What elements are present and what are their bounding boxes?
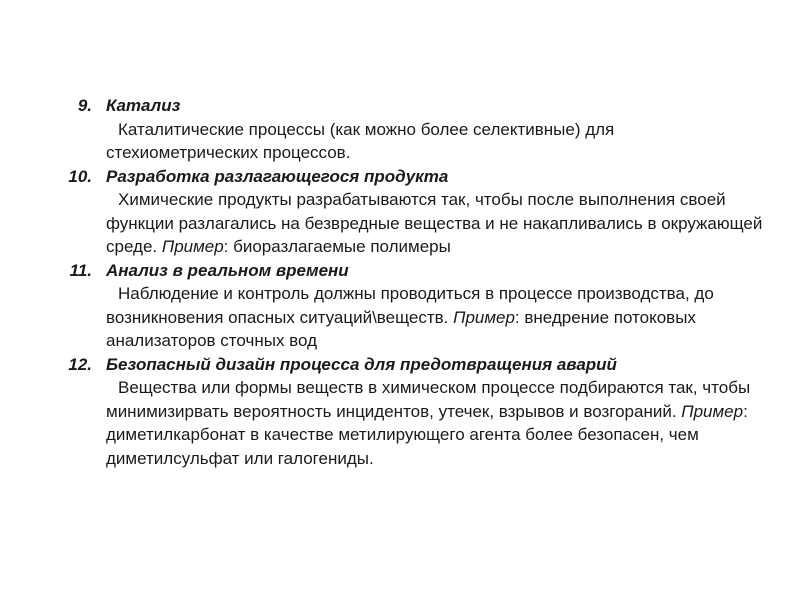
example-text: : диметилкарбонат в качестве метилирующего агента более безопасен, чем диметилсульфат или галогениды. — [106, 401, 748, 468]
list-item — [48, 259, 768, 353]
example-text: : биоразлагаемые полимеры — [223, 237, 451, 256]
item-text: Наблюдение и контроль должны проводиться в процессе производства, до возникновения опасных ситуаций\веществ. — [106, 284, 714, 327]
list-item — [48, 94, 768, 165]
item-body — [106, 118, 768, 165]
item-number: 9. — [77, 96, 92, 115]
item-title: Анализ в реальном времени — [106, 260, 349, 280]
example-label: Пример — [453, 307, 515, 327]
list-item — [48, 353, 768, 471]
item-text: Каталитические процессы (как можно более селективные) для стехиометрических процессов. — [106, 119, 615, 162]
item-number: 10. — [68, 166, 92, 186]
item-title: Разработка разлагающегося продукта — [106, 166, 449, 186]
item-number: 12. — [68, 354, 92, 374]
item-body — [106, 282, 768, 353]
item-body — [106, 188, 768, 259]
item-title: Безопасный дизайн процесса для предотвращения аварий — [106, 354, 617, 374]
item-text: Химические продукты разрабатываются так, чтобы после выполнения своей функции разлагались на безвредные вещества и не накапливались в окружающей среде. — [106, 190, 763, 256]
example-label: Пример — [681, 401, 744, 421]
item-text: Вещества или формы веществ в химическом процессе подбираются так, чтобы минимизирвать вероятность инцидентов, утечек, взрывов и возгораний. — [106, 378, 751, 421]
principles-list — [48, 94, 768, 470]
item-number: 11. — [69, 260, 92, 280]
list-item — [48, 165, 768, 259]
example-label: Пример — [161, 237, 224, 256]
item-body — [106, 376, 768, 470]
item-title: Катализ — [106, 96, 181, 115]
example-text: : внедрение потоковых анализаторов сточных вод — [106, 307, 696, 350]
